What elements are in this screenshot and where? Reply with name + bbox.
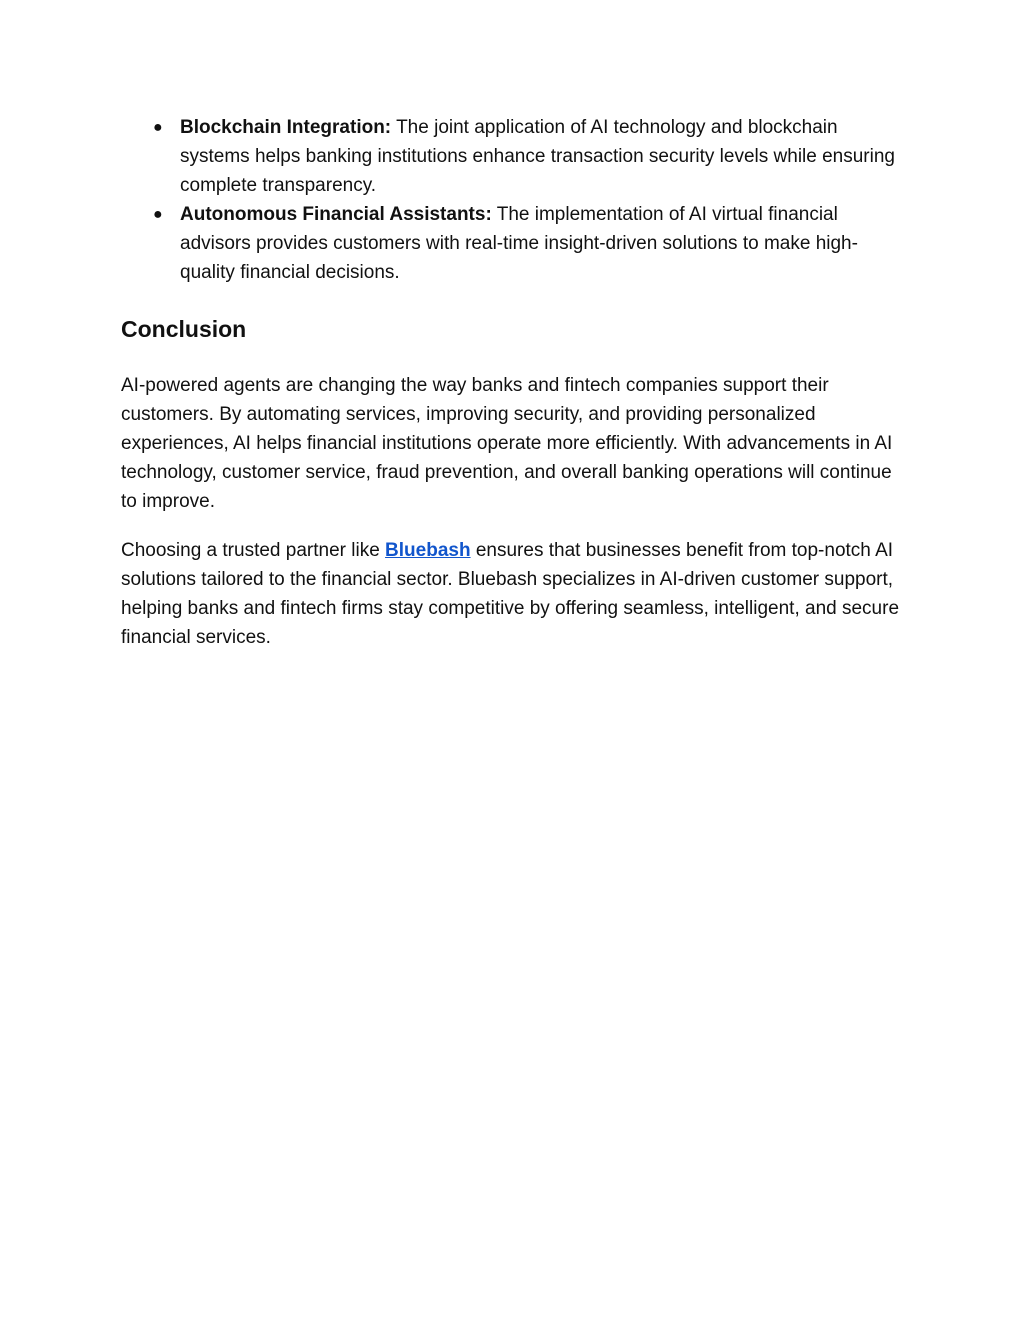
bullet-term: Autonomous Financial Assistants: [180, 204, 492, 225]
bullet-icon: ● [153, 206, 163, 223]
bullet-text: The joint application of AI technology and blockchain systems helps banking institutions enhance transaction security levels while ensuring complete transparency. [180, 117, 895, 196]
paragraph-text: Choosing a trusted partner like [121, 540, 386, 561]
conclusion-paragraph-1: AI-powered agents are changing the way banks and fintech companies support their customers. By automating services, improving security, and providing personalized experiences, AI helps financial institutions operate more efficiently. With advancements in AI technology, customer service, fraud prevention, and overall banking operations will continue to improve. [121, 375, 893, 512]
list-item [121, 200, 911, 287]
bullet-text: The implementation of AI virtual financial advisors provides customers with real-time insight-driven solutions to make high-quality financial decisions. [180, 204, 858, 283]
paragraph-text: ensures that businesses benefit from top-notch AI solutions tailored to the financial sector. Bluebash specializes in AI-driven customer support, helping banks and fintech firms stay competitive by offering seamless, intelligent, and secure financial services. [121, 540, 900, 648]
document-page [121, 113, 911, 652]
bluebash-link[interactable]: Bluebash [385, 540, 471, 561]
bullet-term: Blockchain Integration: [180, 117, 392, 138]
list-item [121, 113, 911, 200]
bullet-icon: ● [153, 119, 163, 136]
section-heading: Conclusion [121, 316, 247, 342]
conclusion-paragraph-2 [121, 536, 911, 652]
bullet-list [121, 113, 911, 287]
